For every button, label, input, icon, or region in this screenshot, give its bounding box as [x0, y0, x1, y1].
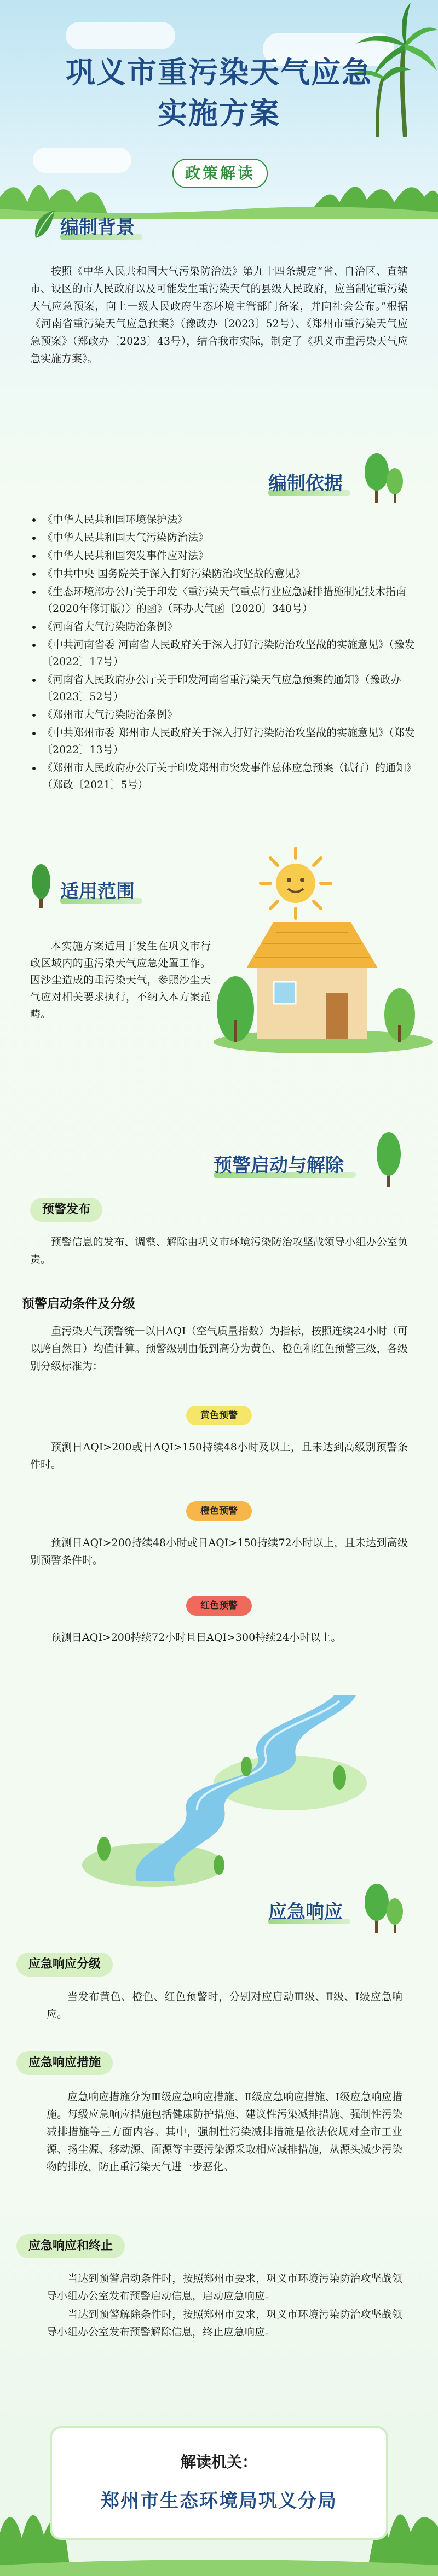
grading-pill: 应急响应分级: [16, 1953, 113, 1977]
tree-icon: [30, 864, 52, 908]
section-heading-warning: 预警启动与解除: [214, 1155, 344, 1176]
termination-paragraph: [47, 2270, 402, 2341]
release-paragraph: [30, 1233, 408, 1268]
house-illustration: [214, 911, 433, 1053]
grading-text: 当发布黄色、橙色、红色预警时，分别对应启动Ⅲ级、Ⅱ级、Ⅰ级应急响应。: [47, 1991, 402, 2020]
list-item: • 《中华人民共和国突发事件应对法》: [42, 547, 425, 564]
scope-text: 本实施方案适用于发生在巩义市行政区域内的重污染天气应急处置工作。因沙尘造成的重污染天气，参照沙尘天气应对相关要求执行，不纳入本方案范畴。: [30, 940, 211, 1020]
termination-text-1: 当达到预警启动条件时，按照郑州市要求，巩义市环境污染防治攻坚战领导小组办公室发布预警启动信息，启动应急响应。: [47, 2272, 402, 2302]
basis-list: [30, 511, 425, 795]
section-heading-background: 编制背景: [60, 217, 135, 238]
red-warning-badge: 红色预警: [186, 1596, 252, 1616]
section-heading-scope: 适用范围: [60, 881, 135, 902]
list-item: • 《生态环境部办公厅关于印发〈重污染天气重点行业应急减排措施制定技术指南（2020年修订版）〉的函》（环办大气函〔2020〕340号）: [42, 584, 425, 617]
list-item: • 《中共郑州市委 郑州市人民政府关于深入打好污染防治攻坚战的实施意见》（郑发〔2022〕13号）: [42, 725, 425, 759]
orange-warning-text: 预测日AQI>200持续48小时或日AQI>150持续72小时以上，且未达到高级别预警条件时。: [30, 1537, 408, 1566]
conditions-paragraph: [30, 1322, 408, 1375]
scope-paragraph: [30, 938, 211, 1023]
termination-pill: 应急响应和终止: [16, 2234, 125, 2258]
orange-warning-paragraph: [30, 1534, 408, 1569]
measures-pill: 应急响应措施: [16, 2051, 113, 2075]
yellow-warning-badge: 黄色预警: [186, 1406, 252, 1425]
measures-text: 应急响应措施分为Ⅲ级应急响应措施、Ⅱ级应急响应措施、Ⅰ级应急响应措施。每级应急响应措施包括健康防护措施、建议性污染减排措施、强制性污染减排措施等三方面内容。其中，强制性污染减排措施是依法依规对全市工业源、扬尘源、移动源、面源等主要污染源采取相应减排措施，从源头减少污染物的排放，防止重污染天气进一步恶化。: [47, 2091, 402, 2173]
cloud-decoration: [66, 22, 175, 49]
tree-icon: [372, 1132, 405, 1187]
river-illustration: [82, 1685, 367, 1903]
conditions-text: 重污染天气预警统一以日AQI（空气质量指数）为指标，按照连续24小时（可以跨自然日）均值计算。预警级别由低到高分为黄色、橙色和红色预警三级，各级别分级标准为：: [30, 1325, 408, 1372]
background-paragraph: [30, 263, 408, 368]
background-text: 按照《中华人民共和国大气污染防治法》第九十四条规定“省、自治区、直辖市、设区的市人民政府以及可能发生重污染天气的县级人民政府，应当制定重污染天气应急预案，向上一级人民政府生态环境主管部门备案，并向社会公布。”根据《河南省重污染天气应急预案》（豫政办〔2023〕52号）、《郑州市重污染天气应急预案》（郑政办〔2023〕43号），结合我市实际，制定了《巩义市重污染天气应急实施方案》。: [30, 265, 408, 365]
list-item: • 《中共河南省委 河南省人民政府关于深入打好污染防治攻坚战的实施意见》（豫发〔2022〕17号）: [42, 637, 425, 671]
release-pill: 预警发布: [30, 1198, 102, 1222]
list-item: • 《河南省人民政府办公厅关于印发河南省重污染天气应急预案的通知》（豫政办〔2023〕52号）: [42, 672, 425, 706]
list-item: • 《中华人民共和国大气污染防治法》: [42, 529, 425, 546]
list-item: • 《河南省大气污染防治条例》: [42, 619, 425, 636]
leaf-icon: [30, 208, 57, 241]
measures-paragraph: [47, 2088, 402, 2176]
tree-icon: [359, 1881, 408, 1933]
list-item: • 《郑州市大气污染防治条例》: [42, 707, 425, 724]
subtitle-badge: 政策解读: [172, 159, 268, 188]
sun-icon: [257, 845, 334, 922]
tree-icon: [359, 451, 408, 503]
list-item: • 《郑州市人民政府办公厅关于印发郑州市突发事件总体应急预案（试行）的通知》（郑政〔2021〕5号）: [42, 760, 425, 794]
footer-card: [52, 2428, 386, 2538]
termination-text-2: 当达到预警解除条件时，按照郑州市要求，巩义市环境污染防治攻坚战领导小组办公室发布预警解除信息，终止应急响应。: [47, 2309, 402, 2338]
yellow-warning-paragraph: [30, 1438, 408, 1473]
yellow-warning-text: 预测日AQI>200或日AQI>150持续48小时及以上，且未达到高级别预警条件时。: [30, 1441, 408, 1471]
footer-organization: 郑州市生态环境局巩义分局: [101, 2490, 337, 2512]
grading-paragraph: [47, 1988, 402, 2023]
section-heading-basis: 编制依据: [268, 473, 343, 494]
release-text: 预警信息的发布、调整、解除由巩义市环境污染防治攻坚战领导小组办公室负责。: [30, 1236, 408, 1266]
page-title-line-2: 实施方案: [158, 96, 280, 131]
footer-label: 解读机关：: [180, 2453, 257, 2471]
page-title-line-1: 巩义市重污染天气应急: [66, 55, 372, 90]
red-warning-text: 预测日AQI>200持续72小时且日AQI>300持续24小时以上。: [51, 1631, 342, 1643]
red-warning-paragraph: [30, 1629, 408, 1646]
orange-warning-badge: 橙色预警: [186, 1501, 252, 1521]
list-item: • 《中华人民共和国环境保护法》: [42, 511, 425, 528]
list-item: • 《中共中央 国务院关于深入打好污染防治攻坚战的意见》: [42, 566, 425, 582]
conditions-heading: 预警启动条件及分级: [22, 1297, 135, 1311]
section-heading-response: 应急响应: [268, 1901, 343, 1923]
